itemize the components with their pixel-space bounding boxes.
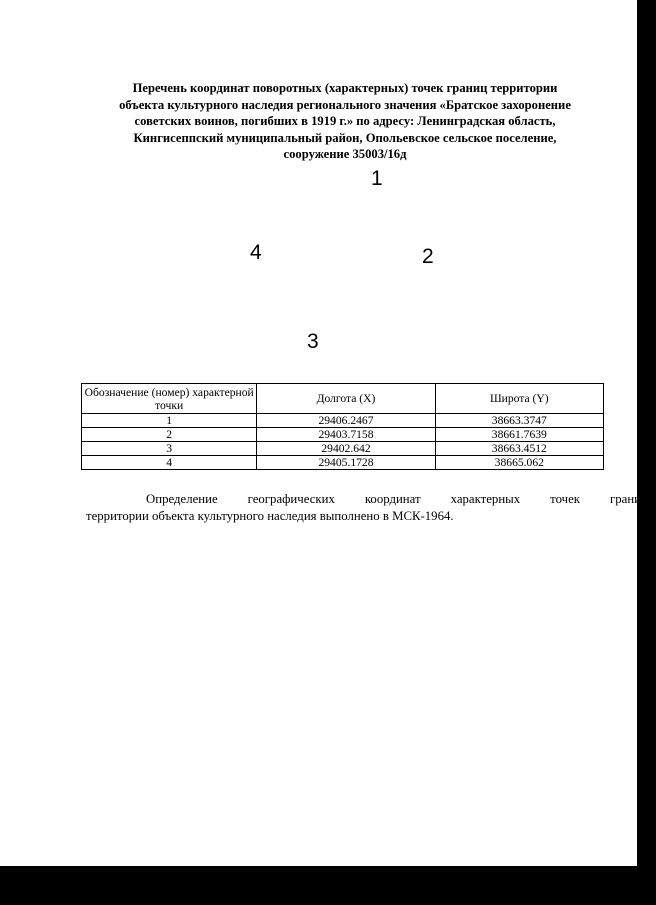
title-line: Перечень координат поворотных (характерных) точек границ территории xyxy=(132,81,558,95)
title-line: сооружение 35003/16д xyxy=(283,147,407,161)
coordinates-table xyxy=(81,383,604,470)
scheme-point-label-2: 2 xyxy=(422,245,434,268)
note-word: Определение xyxy=(146,492,218,506)
scheme-point-label-3: 3 xyxy=(307,330,319,353)
cell-latitude: 38663.4512 xyxy=(435,442,603,456)
table-row xyxy=(82,456,604,470)
title-line: объекта культурного наследия регионального значения «Братское захоронение xyxy=(119,97,571,112)
note-line-2: территории объекта культурного наследия выполнено в МСК-1964. xyxy=(86,509,454,523)
title-line: советских воинов, погибших в 1919 г.» по адресу: Ленинградская область, xyxy=(134,114,556,128)
cell-latitude: 38663.3747 xyxy=(435,414,603,428)
header-latitude: Широта (Y) xyxy=(435,384,603,414)
table-row xyxy=(82,442,604,456)
scheme-point-label-1: 1 xyxy=(371,167,383,190)
cell-point-number: 4 xyxy=(82,456,257,470)
cell-longitude: 29402.642 xyxy=(257,442,435,456)
note-word: географических xyxy=(247,492,335,506)
cell-point-number: 2 xyxy=(82,428,257,442)
note-word: точек xyxy=(550,492,580,506)
table-row xyxy=(82,428,604,442)
header-longitude: Долгота (X) xyxy=(257,384,435,414)
cell-latitude: 38661.7639 xyxy=(435,428,603,442)
cell-latitude: 38665.062 xyxy=(435,456,603,470)
cell-longitude: 29405.1728 xyxy=(257,456,435,470)
note-word: координат xyxy=(364,492,421,506)
cell-point-number: 1 xyxy=(82,414,257,428)
scheme-point-label-4: 4 xyxy=(250,241,262,264)
cell-point-number: 3 xyxy=(82,442,257,456)
coordinate-system-note xyxy=(86,491,656,525)
note-word: границы xyxy=(610,492,656,506)
document-title xyxy=(80,80,610,163)
note-word: характерных xyxy=(450,492,521,506)
header-point-number: Обозначение (номер) характерной точки xyxy=(82,384,257,414)
note-line-1 xyxy=(86,491,656,508)
table-row xyxy=(82,414,604,428)
cell-longitude: 29403.7158 xyxy=(257,428,435,442)
table-header-row xyxy=(82,384,604,414)
cell-longitude: 29406.2467 xyxy=(257,414,435,428)
title-line: Кингисеппский муниципальный район, Опольевское сельское поселение, xyxy=(133,130,557,145)
